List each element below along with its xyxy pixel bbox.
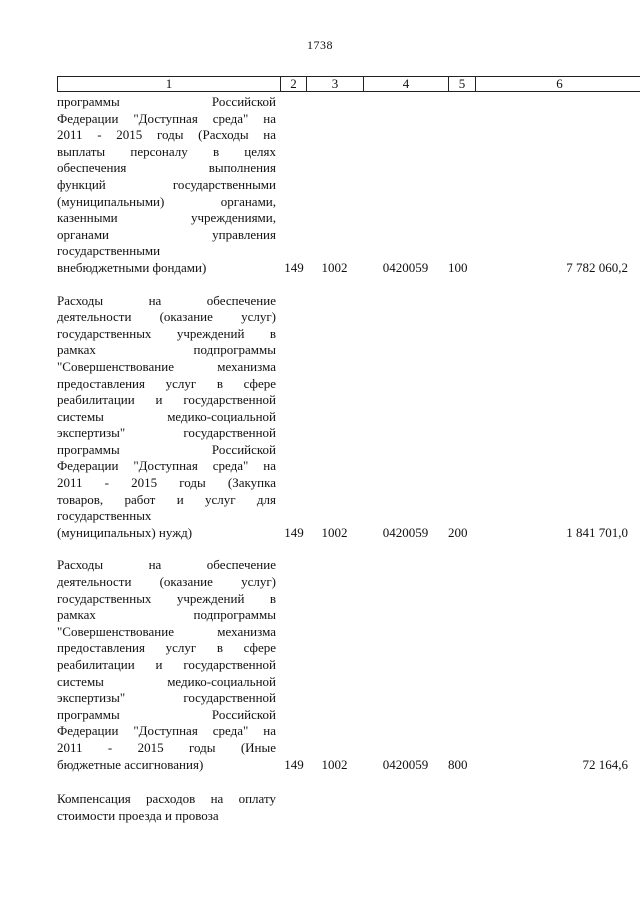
- table-row: [57, 94, 640, 277]
- header-col-1: 1: [58, 77, 281, 91]
- description-line: Компенсация расходов на оплату: [57, 791, 276, 807]
- description-line: программы Российской: [57, 94, 276, 109]
- description-line: Федерации "Доступная среда" на: [57, 110, 276, 126]
- description-line: рамках подпрограммы: [57, 342, 276, 358]
- cell-c3: 1002: [321, 524, 348, 540]
- description-line: рамках подпрограммы: [57, 607, 276, 623]
- description-line: "Совершенствование механизма: [57, 358, 276, 374]
- description-line: органами управления: [57, 226, 276, 242]
- cell-c6: 1 841 701,0: [566, 524, 628, 540]
- cell-c2: 149: [284, 756, 304, 772]
- description-line: предоставления услуг в сфере: [57, 640, 276, 656]
- row-description: [57, 557, 276, 773]
- description-line: казенными учреждениями,: [57, 210, 276, 226]
- cell-c2: 149: [284, 524, 304, 540]
- description-line: предоставления услуг в сфере: [57, 375, 276, 391]
- cell-c5: 800: [448, 756, 468, 772]
- cell-c3: 1002: [321, 259, 348, 275]
- description-line: 2011 - 2015 годы (Расходы на: [57, 127, 276, 143]
- description-line: государственными: [57, 243, 161, 259]
- description-line: системы медико-социальной: [57, 408, 276, 424]
- description-line: реабилитации и государственной: [57, 657, 276, 672]
- description-line: экспертизы" государственной: [57, 690, 276, 706]
- description-line: реабилитации и государственной: [57, 392, 276, 408]
- row-description: [57, 293, 276, 542]
- cell-c5: 200: [448, 524, 468, 540]
- description-line: "Совершенствование механизма: [57, 623, 276, 639]
- cell-c4: 0420059: [382, 259, 429, 275]
- description-line: государственных: [57, 508, 152, 524]
- description-line: государственных учреждений в: [57, 590, 276, 606]
- description-line: функций государственными: [57, 176, 276, 192]
- row-description: [57, 94, 276, 277]
- header-col-2: 2: [281, 77, 307, 91]
- table-row: [57, 557, 640, 773]
- description-line: системы медико-социальной: [57, 673, 276, 689]
- description-line: деятельности (оказание услуг): [57, 574, 276, 590]
- page-number: 1738: [307, 38, 333, 52]
- description-line: государственных учреждений в: [57, 325, 276, 341]
- table-row: [57, 293, 640, 542]
- description-line: стоимости проезда и провоза: [57, 807, 219, 823]
- table-body: [57, 94, 640, 824]
- description-line: Расходы на обеспечение: [57, 557, 276, 573]
- description-line: Расходы на обеспечение: [57, 292, 276, 308]
- description-line: Федерации "Доступная среда" на: [57, 458, 276, 474]
- description-line: программы Российской: [57, 441, 276, 457]
- cell-c2: 149: [284, 259, 304, 275]
- description-line: товаров, работ и услуг для: [57, 491, 276, 507]
- cell-c4: 0420059: [382, 524, 429, 540]
- description-line: 2011 - 2015 годы (Иные: [57, 739, 276, 755]
- header-col-5: 5: [449, 77, 476, 91]
- description-line: деятельности (оказание услуг): [57, 309, 276, 325]
- header-col-3: 3: [307, 77, 364, 91]
- description-line: внебюджетными фондами): [57, 259, 207, 275]
- cell-c6: 7 782 060,2: [566, 259, 628, 275]
- description-line: Федерации "Доступная среда" на: [57, 723, 276, 739]
- description-line: 2011 - 2015 годы (Закупка: [57, 475, 276, 491]
- table-row: [57, 791, 640, 824]
- description-line: бюджетные ассигнования): [57, 756, 204, 772]
- description-line: выплаты персоналу в целях: [57, 143, 276, 159]
- table-header: [57, 76, 640, 92]
- row-description: [57, 791, 276, 824]
- header-col-6: 6: [556, 76, 563, 91]
- cell-c4: 0420059: [382, 756, 429, 772]
- header-col-4: 4: [364, 77, 449, 91]
- description-line: экспертизы" государственной: [57, 425, 276, 441]
- description-line: обеспечения выполнения: [57, 160, 276, 176]
- description-line: (муниципальными) органами,: [57, 193, 276, 209]
- cell-c3: 1002: [321, 756, 348, 772]
- description-line: (муниципальных) нужд): [57, 524, 193, 540]
- description-line: программы Российской: [57, 706, 276, 722]
- cell-c6: 72 164,6: [582, 756, 628, 772]
- cell-c5: 100: [448, 259, 468, 275]
